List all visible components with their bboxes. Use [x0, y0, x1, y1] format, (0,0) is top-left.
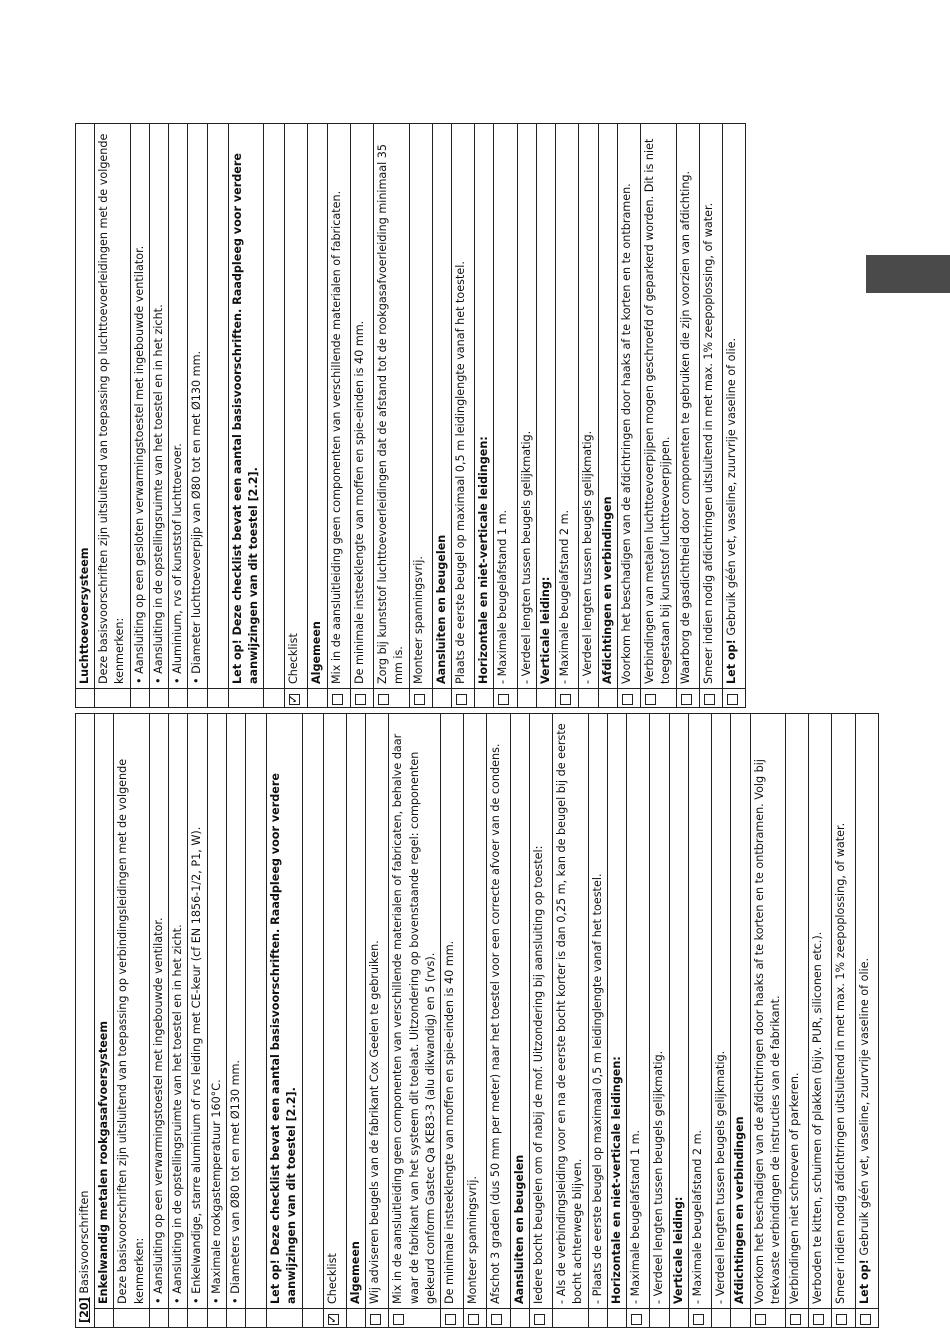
checkbox-cell: [588, 1309, 607, 1328]
checkbox-cell: [688, 1309, 711, 1328]
checklist-item-text: Voorkom het beschadigen van de afdichtringen door haaks af te korten en te ontbramen. Volg bij trekvaste verbindingen de instructies van de fabrikant.: [750, 714, 785, 1309]
air-heading: Luchttoevoersysteem: [76, 124, 95, 689]
checklist-item-text: Smeer indien nodig afdichtringen uitsluitend in met max. 1% zeepoplossing, of water.: [699, 124, 722, 689]
checklist-label: Checklist: [323, 714, 346, 1309]
checklist-subheading: Horizontale en niet-verticale leidingen:: [475, 124, 494, 689]
checklist-checkbox[interactable]: [790, 1314, 801, 1325]
checkbox-cell: [389, 1309, 441, 1328]
final-note-label: Let op!: [857, 1259, 871, 1304]
checklist-item-row: [627, 714, 650, 1328]
checklist-item-text: - Maximale beugelafstand 2 m.: [688, 714, 711, 1309]
checklist-item-row: [617, 124, 640, 708]
checklist-subheading-row: [598, 124, 617, 708]
checklist-item-text: Monteer spanningsvrij.: [409, 124, 432, 689]
checkbox-cell: [475, 689, 494, 708]
checklist-item-row: [556, 124, 579, 708]
checklist-item-text: - Maximale beugelafstand 1 m.: [494, 124, 517, 689]
flue-bullet: • Aansluiting op een verwarmingstoestel met ingebouwde ventilator.: [149, 714, 168, 1309]
checklist-header-checkbox-icon: [289, 694, 300, 705]
checkbox-cell: [308, 689, 327, 708]
checklist-item-text: - Plaats de eerste beugel op maximaal 0,5 m leidinglengte vanaf het toestel.: [588, 714, 607, 1309]
checkbox-cell: [598, 689, 617, 708]
checklist-checkbox[interactable]: [836, 1314, 847, 1325]
checklist-item-row: [699, 124, 722, 708]
checklist-subheading: Afdichtingen en verbindingen: [598, 124, 617, 689]
checklist-item-text: Mix in de aansluitleiding geen componenten van verschillende materialen of fabricaten.: [327, 124, 350, 689]
checklist-subheading-row: [346, 714, 365, 1328]
air-supply-checklist-table: [75, 123, 793, 708]
checklist-item-row: [785, 714, 808, 1328]
checklist-checkbox[interactable]: [378, 694, 389, 705]
checkbox-cell: [641, 689, 676, 708]
air-intro: Deze basisvoorschriften zijn uitsluitend van toepassing op luchttoevoerleidingen met de volgende kenmerken:: [95, 124, 130, 689]
checklist-subheading: Aansluiten en beugelen: [510, 714, 529, 1309]
checklist-subheading-row: [432, 124, 451, 708]
flue-bullet: • Diameters van Ø80 tot en met Ø130 mm.: [226, 714, 245, 1309]
checklist-item-row: [712, 714, 731, 1328]
checkbox-cell: [536, 689, 555, 708]
checklist-checkbox[interactable]: [681, 694, 692, 705]
checklist-item-row: [487, 714, 510, 1328]
checklist-checkbox[interactable]: [704, 694, 715, 705]
checklist-checkbox[interactable]: [534, 1314, 545, 1325]
air-checklist-items: [308, 124, 723, 708]
checklist-item-text: Waarborg de gasdichtheid door componenten te gebruiken die zijn voorzien van afdichting.: [676, 124, 699, 689]
flue-bullet: • Maximale rookgastemperatuur 160°C.: [207, 714, 226, 1309]
checklist-label: Checklist: [285, 124, 308, 689]
checklist-subheading: Algemeen: [346, 714, 365, 1309]
flue-bullet: • Aansluiting in de opstellingsruimte van het toestel en in het zicht.: [169, 714, 188, 1309]
checklist-item-row: [389, 714, 441, 1328]
checkbox-cell: [579, 689, 598, 708]
checklist-item-row: [579, 124, 598, 708]
checkbox-cell: [556, 689, 579, 708]
checklist-item-text: Verboden te kitten, schuimen of plakken (bijv. PUR, siliconen etc.).: [809, 714, 832, 1309]
checklist-item-text: Iedere bocht beugelen om of nabij de mof. Uitzondering bij aansluiting op toestel:: [529, 714, 552, 1309]
checklist-item-row: [327, 124, 350, 708]
checkbox-cell: [832, 1309, 855, 1328]
checklist-item-row: [517, 124, 536, 708]
checkbox-cell: [350, 689, 373, 708]
checklist-subheading: Verticale leiding:: [536, 124, 555, 689]
checkbox-cell: [669, 1309, 688, 1328]
checkbox-cell: [487, 1309, 510, 1328]
checkbox-cell: [510, 1309, 529, 1328]
checklist-item-text: - Maximale beugelafstand 1 m.: [627, 714, 650, 1309]
air-note: Let op! Deze checklist bevat een aantal basisvoorschriften. Raadpleeg voor verdere aanwijzingen van dit toestel [2.2].: [228, 124, 263, 689]
final-note-text: Gebruik géén vet, vaseline, zuurvrije vaseline of olie.: [725, 337, 739, 640]
checklist-item-row: [750, 714, 785, 1328]
checkbox-cell: [374, 689, 409, 708]
checklist-item-text: Verbindingen van metalen luchttoevoerpijpen mogen geschroefd of geparkerd worden. Dit is niet toegestaan bij kunststof luchttoevoerpijpen.: [641, 124, 676, 689]
checklist-item-text: - Verdeel lengten tussen beugels gelijkmatig.: [650, 714, 669, 1309]
checklist-checkbox[interactable]: [491, 1314, 502, 1325]
flue-intro: Deze basisvoorschriften zijn uitsluitend van toepassing op verbindingsleidingen met de volgende kenmerken:: [114, 714, 149, 1309]
flue-note: Let op! Deze checklist bevat een aantal basisvoorschriften. Raadpleeg voor verdere aanwijzingen van dit toestel [2.2].: [267, 714, 302, 1309]
checklist-item-text: Smeer indien nodig afdichtringen uitsluitend in met max. 1% zeepoplossing, of water.: [832, 714, 855, 1309]
checkbox-cell: [494, 689, 517, 708]
checklist-subheading-row: [536, 124, 555, 708]
checklist-checkbox[interactable]: [414, 694, 425, 705]
checklist-checkbox[interactable]: [393, 1314, 404, 1325]
section-header-row: [76, 714, 95, 1328]
checklist-item-text: - Verdeel lengten tussen beugels gelijkmatig.: [579, 124, 598, 689]
checklist-subheading: Verticale leiding:: [669, 714, 688, 1309]
flue-final-note: [855, 714, 878, 1309]
flue-gas-checklist-table: [75, 713, 871, 1328]
checklist-subheading-row: [510, 714, 529, 1328]
checklist-checkbox[interactable]: [631, 1314, 642, 1325]
checklist-subheading-row: [731, 714, 750, 1328]
checklist-checkbox[interactable]: [755, 1314, 766, 1325]
checklist-item-text: - Verdeel lengten tussen beugels gelijkmatig.: [712, 714, 731, 1309]
flue-heading: Enkelwandig metalen rookgasafvoersysteem: [95, 714, 114, 1309]
checklist-item-text: Zorg bij kunststof luchttoevoerleidingen dat de afstand tot de rookgasafvoerleiding minimaal 35 mm is.: [374, 124, 409, 689]
checklist-subheading: Horizontale en niet-verticale leidingen:: [607, 714, 626, 1309]
checkbox-cell: [699, 689, 722, 708]
checklist-checkbox[interactable]: [370, 1314, 381, 1325]
checklist-checkbox[interactable]: [332, 694, 343, 705]
section-tab-marker: [866, 255, 950, 293]
checklist-checkbox[interactable]: [622, 694, 633, 705]
checklist-item-text: De minimale insteeklengte van moffen en spie-einden is 40 mm.: [440, 714, 463, 1309]
checklist-subheading-row: [475, 124, 494, 708]
checklist-checkbox[interactable]: [860, 1314, 871, 1325]
checkbox-cell: [676, 689, 699, 708]
checklist-checkbox[interactable]: [645, 694, 656, 705]
checklist-item-row: [350, 124, 373, 708]
checklist-checkbox[interactable]: [727, 694, 738, 705]
air-bullet: • Aluminium, rvs of kunststof luchttoevoer.: [169, 124, 188, 689]
checklist-item-row: [553, 714, 588, 1328]
checkbox-cell: [731, 1309, 750, 1328]
checklist-header-checkbox-icon: [328, 1314, 339, 1325]
checkbox-cell: [451, 689, 474, 708]
checklist-checkbox[interactable]: [498, 694, 509, 705]
checkbox-cell: [607, 1309, 626, 1328]
checklist-checkbox[interactable]: [456, 694, 467, 705]
checklist-item-text: - Maximale beugelafstand 2 m.: [556, 124, 579, 689]
checkbox-cell: [517, 689, 536, 708]
checkbox-cell: [327, 689, 350, 708]
checkbox-cell: [712, 1309, 731, 1328]
checklist-item-text: Verbindingen niet schroeven of parkeren.: [785, 714, 808, 1309]
checklist-item-row: [451, 124, 474, 708]
checkbox-cell: [432, 689, 451, 708]
checkbox-cell: [785, 1309, 808, 1328]
checklist-item-row: [676, 124, 699, 708]
checklist-checkbox[interactable]: [468, 1314, 479, 1325]
checkbox-cell: [409, 689, 432, 708]
checklist-item-row: [809, 714, 832, 1328]
checklist-item-row: [529, 714, 552, 1328]
section-ref: [20]: [78, 1297, 91, 1323]
checklist-subheading-row: [669, 714, 688, 1328]
final-note-label: Let op!: [725, 639, 739, 684]
checklist-checkbox[interactable]: [813, 1314, 824, 1325]
checklist-subheading: Algemeen: [308, 124, 327, 689]
checklist-item-text: Monteer spanningsvrij.: [464, 714, 487, 1309]
checklist-subheading-row: [308, 124, 327, 708]
checklist-item-row: [374, 124, 409, 708]
checkbox-cell: [750, 1309, 785, 1328]
checkbox-cell: [627, 1309, 650, 1328]
checkbox-cell: [346, 1309, 365, 1328]
checklist-item-row: [832, 714, 855, 1328]
checklist-item-text: Mix in de aansluitleiding geen componenten van verschillende materialen of fabricaten, behalve daar waar de fabrikant van het systeem dit toelaat. Uitzondering op bovenstaande regel: componenten gekeurd conform Gastec Qa KE83-3 (alu dikwandig) en 5 (rvs).: [389, 714, 441, 1309]
checklist-item-text: Voorkom het beschadigen van de afdichtringen door haaks af te korten en te ontbramen.: [617, 124, 640, 689]
flue-bullet: • Enkelwandige, starre aluminium of rvs leiding met CE-keur (cf EN 1856-1/2, P1, W).: [188, 714, 207, 1309]
checklist-item-row: [588, 714, 607, 1328]
rotated-page-content: [75, 123, 871, 1328]
checkbox-cell: [553, 1309, 588, 1328]
checklist-item-row: [494, 124, 517, 708]
checklist-subheading: Aansluiten en beugelen: [432, 124, 451, 689]
checklist-item-row: [440, 714, 463, 1328]
checklist-subheading: Afdichtingen en verbindingen: [731, 714, 750, 1309]
checklist-item-row: [641, 124, 676, 708]
checklist-item-row: [688, 714, 711, 1328]
checkbox-cell: [809, 1309, 832, 1328]
checklist-checkbox[interactable]: [355, 694, 366, 705]
checkbox-cell: [617, 689, 640, 708]
checklist-checkbox[interactable]: [445, 1314, 456, 1325]
checklist-subheading-row: [607, 714, 626, 1328]
checklist-item-text: Plaats de eerste beugel op maximaal 0,5 m leidinglengte vanaf het toestel.: [451, 124, 474, 689]
section-title: Basisvoorschriften: [78, 1190, 91, 1294]
air-bullet: • Diameter luchttoevoerpijp van Ø80 tot en met Ø130 mm.: [188, 124, 207, 689]
checkbox-cell: [464, 1309, 487, 1328]
checklist-item-text: Wij adviseren beugels van de fabrikant Cox Geelen te gebruiken.: [366, 714, 389, 1309]
flue-checklist-items: [346, 714, 855, 1328]
checkbox-cell: [529, 1309, 552, 1328]
checklist-item-row: [366, 714, 389, 1328]
checklist-item-text: Afschot 3 graden (dus 50 mm per meter) naar het toestel voor een correcte afvoer van de condens.: [487, 714, 510, 1309]
checklist-item-row: [650, 714, 669, 1328]
air-bullet: • Aansluiting in de opstellingsruimte van het toestel en in het zicht.: [149, 124, 168, 689]
checkbox-cell: [650, 1309, 669, 1328]
checkbox-cell: [366, 1309, 389, 1328]
checklist-item-text: De minimale insteeklengte van moffen en spie-einden is 40 mm.: [350, 124, 373, 689]
final-note-text: Gebruik géén vet, vaseline, zuurvrije vaseline of olie.: [857, 957, 871, 1260]
checklist-item-row: [464, 714, 487, 1328]
checklist-item-text: - Als de verbindingsleiding voor en na de eerste bocht korter is dan 0,25 m, kan de beugel bij de eerste bocht achterwege blijven.: [553, 714, 588, 1309]
checklist-item-text: - Verdeel lengten tussen beugels gelijkmatig.: [517, 124, 536, 689]
air-final-note: [723, 124, 746, 689]
checklist-checkbox[interactable]: [560, 694, 571, 705]
checklist-item-row: [409, 124, 432, 708]
checkbox-cell: [440, 1309, 463, 1328]
checklist-checkbox[interactable]: [693, 1314, 704, 1325]
air-bullet: • Aansluiting op een gesloten verwarmingstoestel met ingebouwde ventilator.: [130, 124, 149, 689]
